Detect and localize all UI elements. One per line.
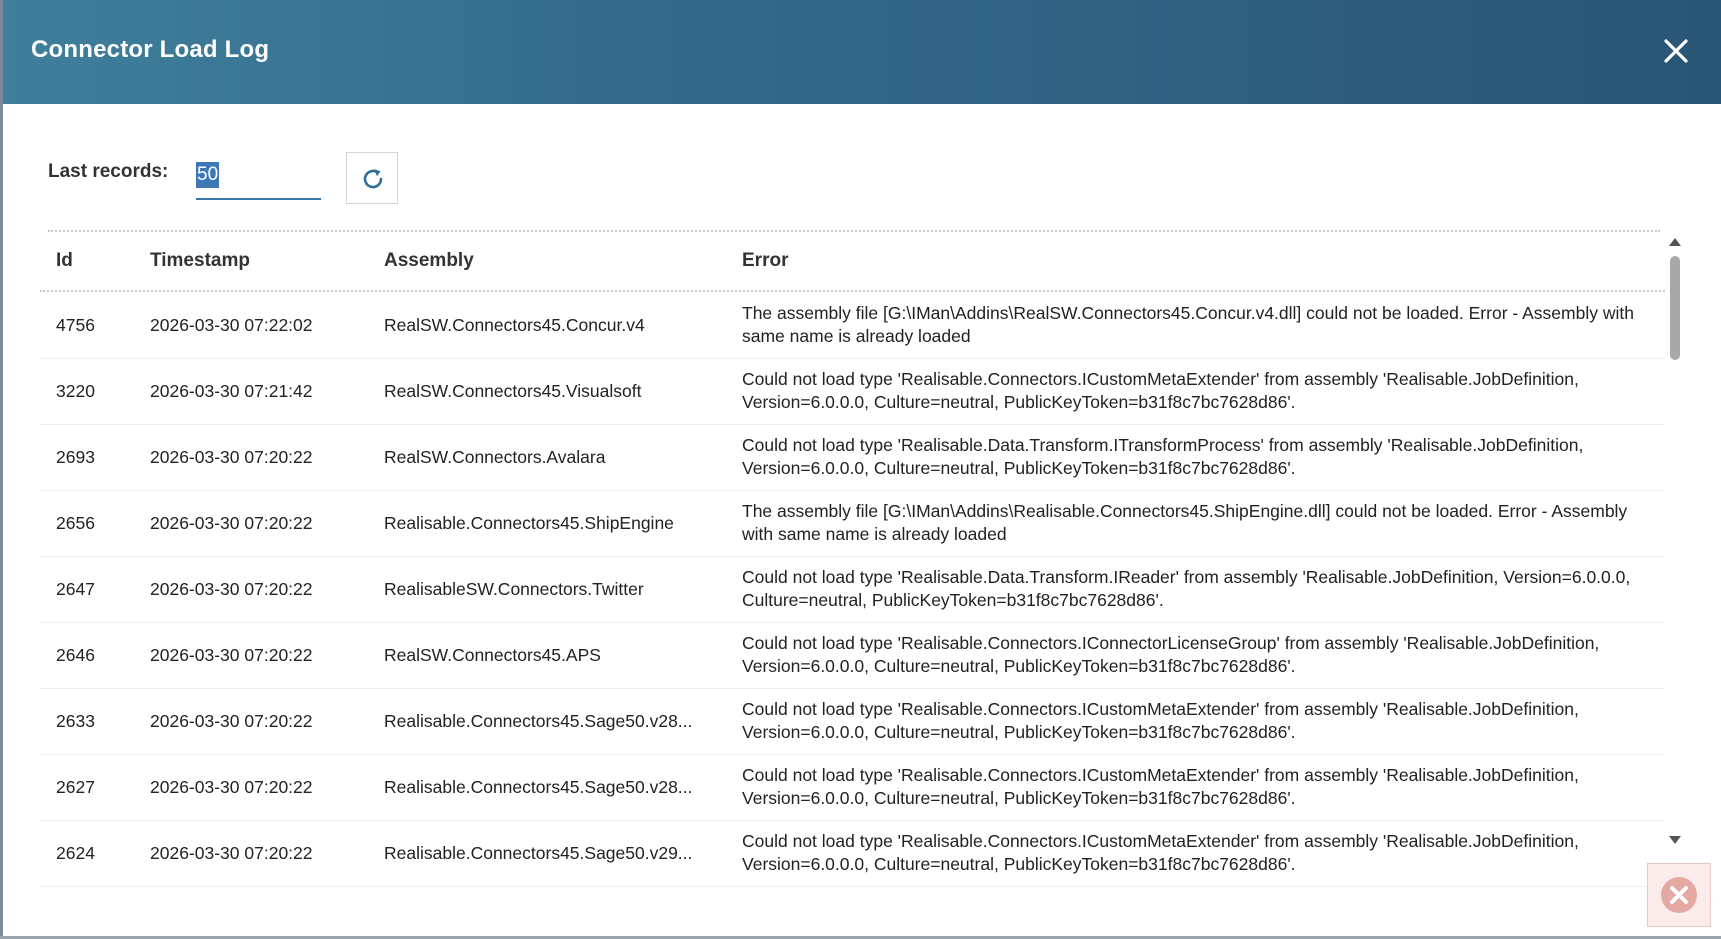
last-records-value[interactable]: 50 [196,162,219,188]
cell-id: 2693 [56,446,95,467]
column-header-error[interactable]: Error [742,250,789,271]
cell-timestamp: 2026-03-30 07:20:22 [150,446,313,467]
cell-timestamp: 2026-03-30 07:20:22 [150,842,313,863]
cell-assembly: RealSW.Connectors.Avalara [384,447,606,467]
last-records-input[interactable] [196,158,321,200]
cell-assembly: Realisable.Connectors45.Sage50.v29... [384,843,693,863]
table-row[interactable] [40,358,1665,425]
table-row[interactable] [40,424,1665,491]
table-row[interactable] [40,820,1665,887]
cell-id: 2624 [56,842,95,863]
cell-id: 2627 [56,776,95,797]
cell-id: 2633 [56,710,95,731]
table-row[interactable] [40,754,1665,821]
cell-timestamp: 2026-03-30 07:20:22 [150,710,313,731]
cell-timestamp: 2026-03-30 07:20:22 [150,512,313,533]
log-table [40,230,1665,874]
cell-timestamp: 2026-03-30 07:20:22 [150,776,313,797]
cell-error: Could not load type 'Realisable.Data.Transform.ITransformProcess' from assembly 'Realisable.JobDefinition, Version=6.0.0.0, Culture=neutral, PublicKeyToken=b31f8c7bc7628d86'. [742,435,1584,478]
scroll-up-arrow-icon[interactable] [1669,238,1681,246]
column-header-id[interactable]: Id [56,250,73,271]
cell-assembly: RealSW.Connectors45.Concur.v4 [384,315,645,335]
close-button[interactable] [1661,36,1691,66]
cell-error: Could not load type 'Realisable.Connectors.ICustomMetaExtender' from assembly 'Realisable.JobDefinition, Version=6.0.0.0, Culture=neutral, PublicKeyToken=b31f8c7bc7628d86'. [742,369,1579,412]
scroll-down-arrow-icon[interactable] [1669,836,1681,844]
cell-timestamp: 2026-03-30 07:22:02 [150,314,313,335]
cell-assembly: Realisable.Connectors45.ShipEngine [384,513,674,533]
table-row[interactable] [40,556,1665,623]
close-icon [1661,36,1691,66]
cell-id: 3220 [56,380,95,401]
cell-assembly: RealisableSW.Connectors.Twitter [384,579,644,599]
table-row[interactable] [40,490,1665,557]
scrollbar-thumb[interactable] [1670,256,1680,360]
cell-error: Could not load type 'Realisable.Connectors.IConnectorLicenseGroup' from assembly 'Realisable.JobDefinition, Version=6.0.0.0, Culture=neutral, PublicKeyToken=b31f8c7bc7628d86'. [742,633,1600,676]
table-row[interactable] [40,292,1665,359]
last-records-label: Last records: [48,161,169,182]
table-scrollbar[interactable] [1665,238,1685,850]
column-header-timestamp[interactable]: Timestamp [150,250,250,271]
cell-error: The assembly file [G:\IMan\Addins\Realisable.Connectors45.ShipEngine.dll] could not be loaded. Error - Assembly with same name is already loaded [742,501,1628,544]
cell-id: 2647 [56,578,95,599]
table-row[interactable] [40,622,1665,689]
table-body[interactable] [40,292,1665,874]
cell-id: 4756 [56,314,95,335]
dismiss-button[interactable] [1647,863,1711,927]
cell-error: Could not load type 'Realisable.Connectors.ICustomMetaExtender' from assembly 'Realisable.JobDefinition, Version=6.0.0.0, Culture=neutral, PublicKeyToken=b31f8c7bc7628d86'. [742,699,1579,742]
cell-error: Could not load type 'Realisable.Connectors.ICustomMetaExtender' from assembly 'Realisable.JobDefinition, Version=6.0.0.0, Culture=neutral, PublicKeyToken=b31f8c7bc7628d86'. [742,831,1579,874]
dialog-title: Connector Load Log [31,36,270,63]
cell-timestamp: 2026-03-30 07:20:22 [150,644,313,665]
cell-assembly: RealSW.Connectors45.Visualsoft [384,381,642,401]
close-circle-icon [1661,877,1697,913]
cell-assembly: Realisable.Connectors45.Sage50.v28... [384,777,693,797]
dialog-header [3,0,1721,104]
table-row[interactable] [40,688,1665,755]
cell-timestamp: 2026-03-30 07:21:42 [150,380,313,401]
refresh-button[interactable] [346,152,398,204]
table-header [40,232,1665,292]
cell-assembly: Realisable.Connectors45.Sage50.v28... [384,711,693,731]
column-header-assembly[interactable]: Assembly [384,250,474,271]
cell-error: Could not load type 'Realisable.Data.Transform.IReader' from assembly 'Realisable.JobDefinition, Version=6.0.0.0, Culture=neutral, PublicKeyToken=b31f8c7bc7628d86'. [742,567,1631,610]
cell-assembly: RealSW.Connectors45.APS [384,645,601,665]
cell-error: The assembly file [G:\IMan\Addins\RealSW.Connectors45.Concur.v4.dll] could not be loaded. Error - Assembly with same name is already loaded [742,303,1634,346]
cell-error: Could not load type 'Realisable.Connectors.ICustomMetaExtender' from assembly 'Realisable.JobDefinition, Version=6.0.0.0, Culture=neutral, PublicKeyToken=b31f8c7bc7628d86'. [742,765,1579,808]
cell-timestamp: 2026-03-30 07:20:22 [150,578,313,599]
cell-id: 2646 [56,644,95,665]
window-edge [0,0,3,939]
cell-id: 2656 [56,512,95,533]
refresh-icon [360,166,386,192]
